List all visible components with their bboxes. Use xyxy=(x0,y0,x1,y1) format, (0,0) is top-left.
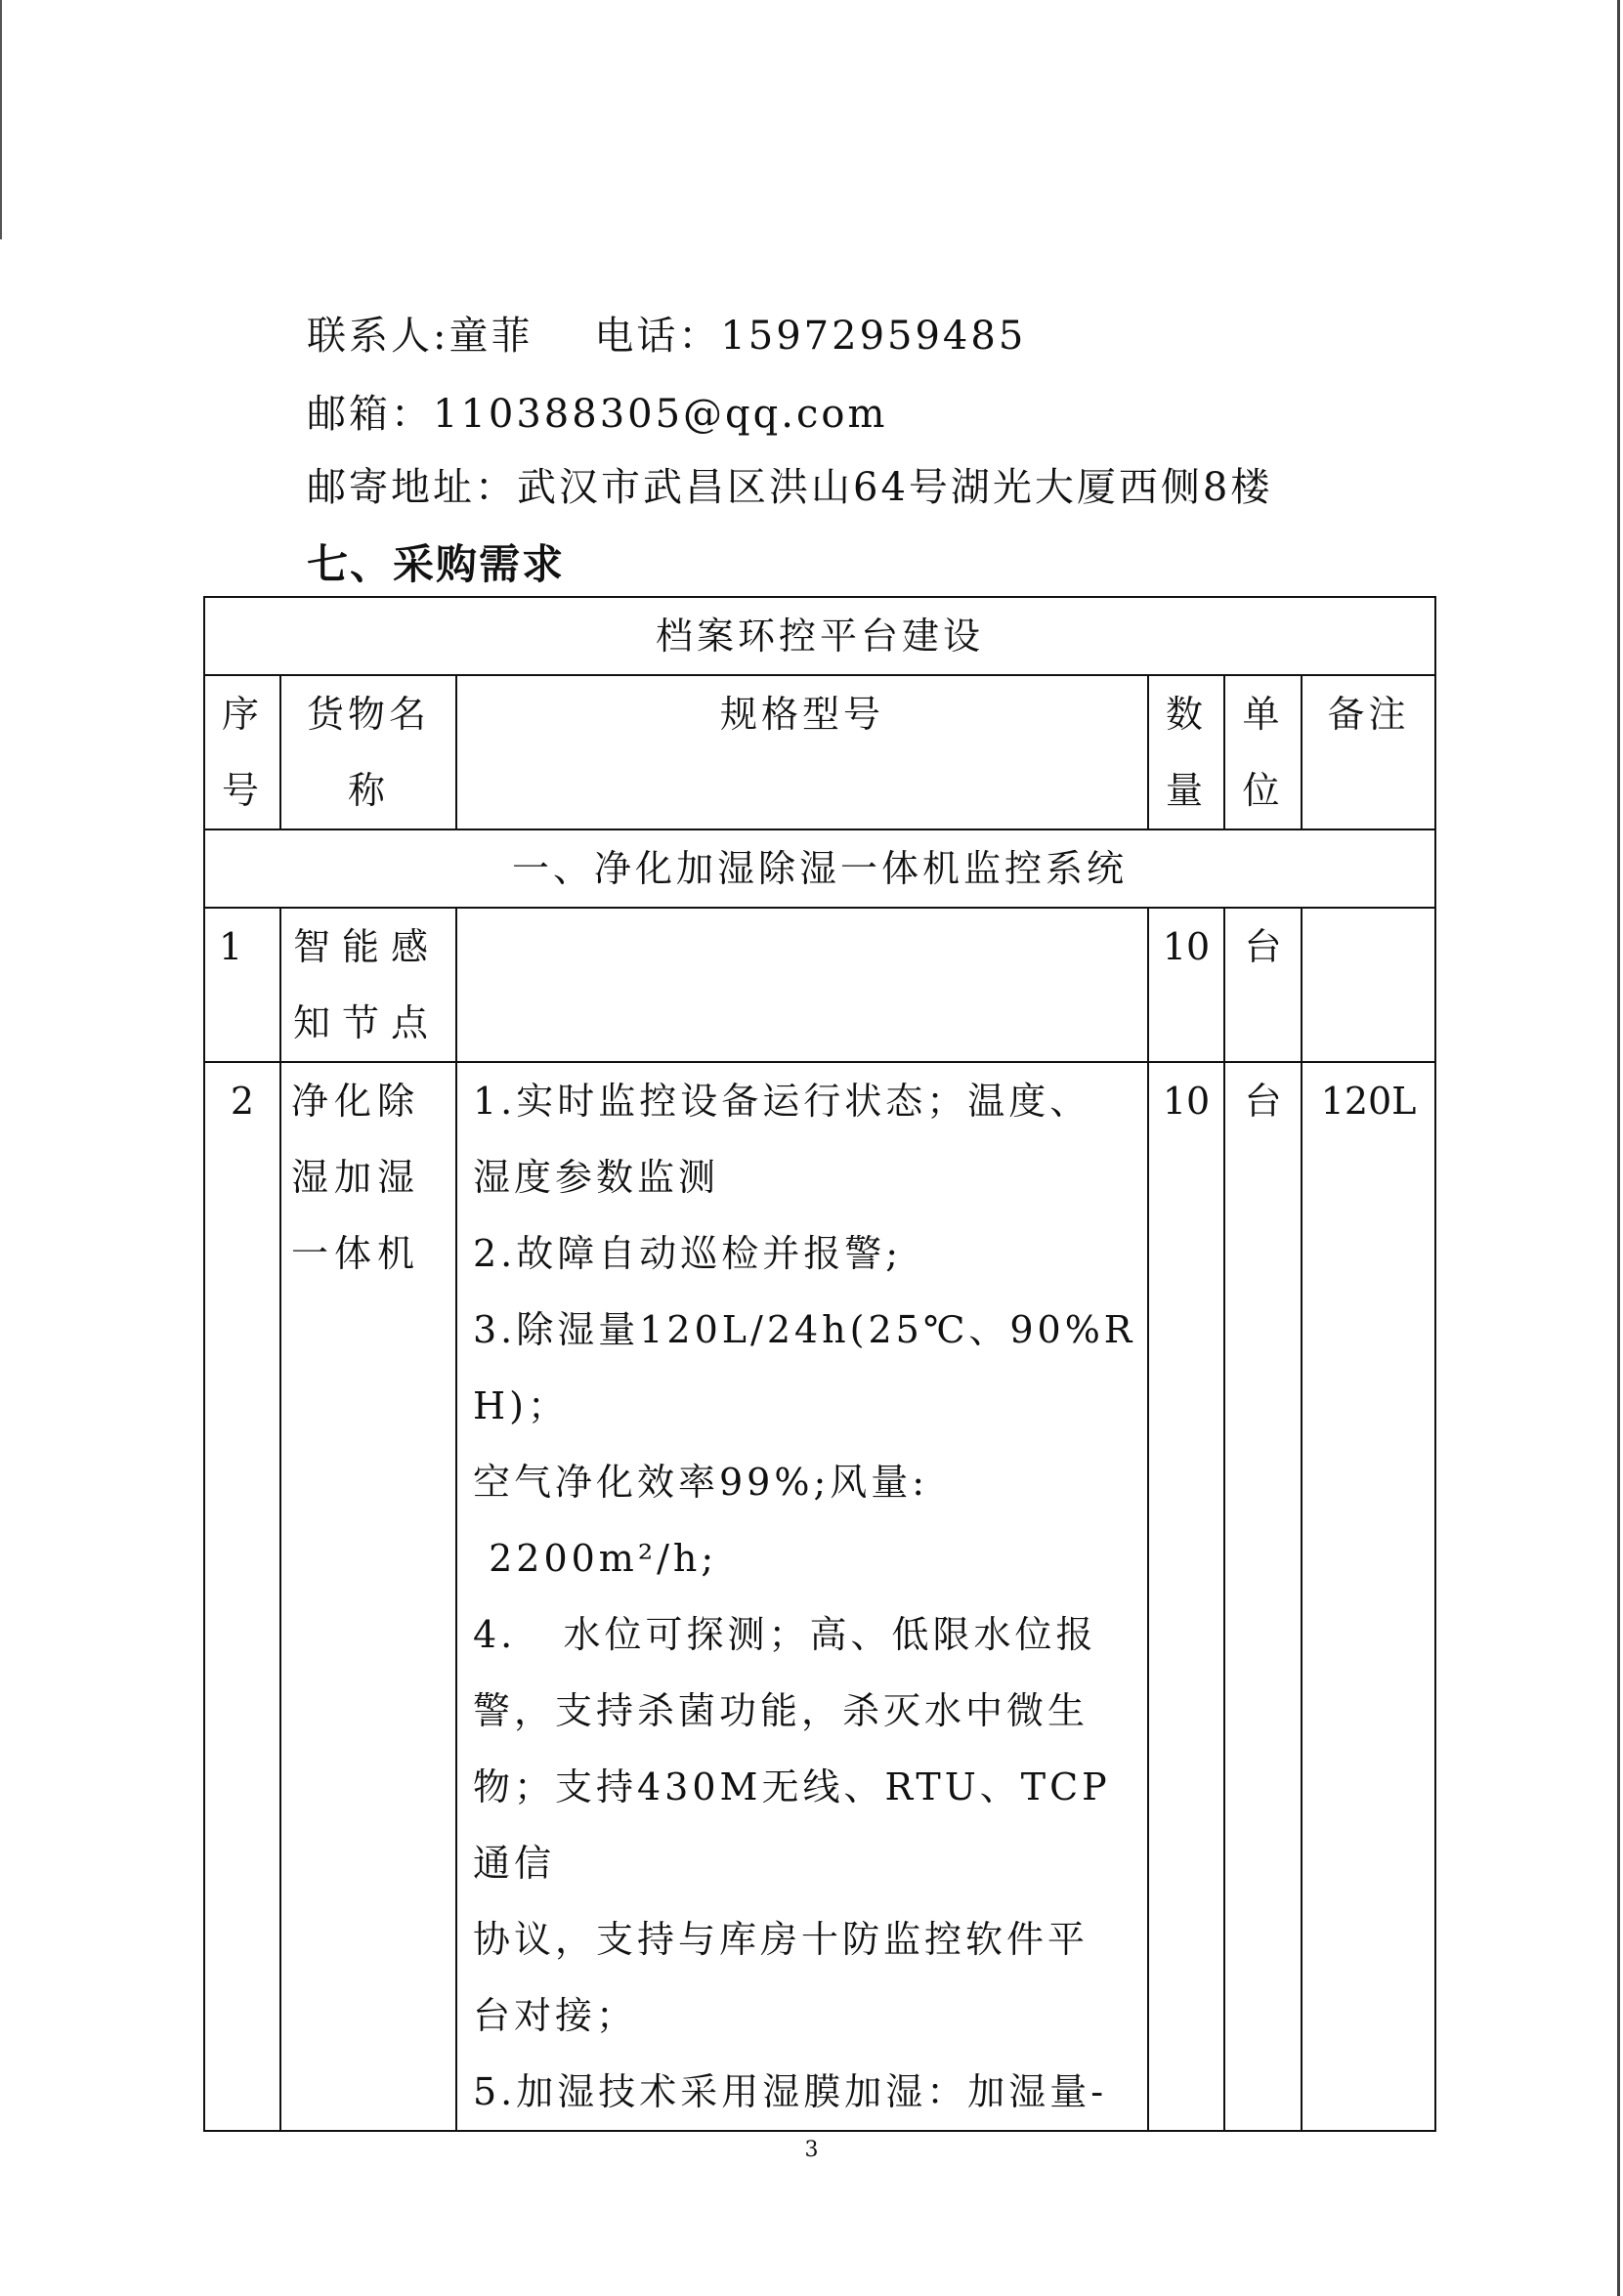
row-spec xyxy=(456,1062,1148,2131)
page-number: 3 xyxy=(804,2138,819,2162)
row-name: 净化除 湿加湿 一体机 xyxy=(280,1062,456,2131)
row-remark: 120L xyxy=(1302,1062,1435,2131)
contact-line-address: 邮寄地址：武汉市武昌区洪山64号湖光大厦西侧8楼 xyxy=(307,465,1273,510)
spec-line: 台对接； xyxy=(473,1994,638,2037)
table-header-row xyxy=(204,675,1435,829)
header-remark: 备注 xyxy=(1302,675,1435,829)
row-remark xyxy=(1302,908,1435,1062)
spec-line: 4. 水位可探测；高、低限水位报 xyxy=(473,1613,1097,1656)
spec-line: 1.实时监控设备运行状态；温度、 xyxy=(473,1080,1091,1123)
group-title: 一、净化加湿除湿一体机监控系统 xyxy=(204,829,1435,908)
spec-line: 物；支持430M无线、RTU、TCP通信 xyxy=(473,1765,1111,1885)
table-row xyxy=(204,908,1435,1062)
section-heading: 七、采购需求 xyxy=(307,540,566,588)
row-spec xyxy=(456,908,1148,1062)
table-title: 档案环控平台建设 xyxy=(204,597,1435,675)
spec-line: 2200m²/h; xyxy=(473,1537,718,1580)
contact-line-person-phone: 联系人:童菲 电话：15972959485 xyxy=(307,314,1027,359)
row-unit: 台 xyxy=(1224,1062,1302,2131)
procurement-table xyxy=(203,596,1436,2132)
spec-line: 湿度参数监测 xyxy=(473,1156,720,1199)
header-spec: 规格型号 xyxy=(456,675,1148,829)
row-unit: 台 xyxy=(1224,908,1302,1062)
row-name: 智能感 知节点 xyxy=(280,908,456,1062)
spec-line: 3.除湿量120L/24h(25℃、90%RH)； xyxy=(473,1308,1136,1427)
header-unit: 单 位 xyxy=(1224,675,1302,829)
row-seq: 2 xyxy=(204,1062,280,2131)
row-qty: 10 xyxy=(1148,1062,1224,2131)
header-qty: 数 量 xyxy=(1148,675,1224,829)
table-row xyxy=(204,1062,1435,2131)
spec-line: 空气净化效率99%;风量: xyxy=(473,1461,929,1504)
spec-line: 警，支持杀菌功能，杀灭水中微生 xyxy=(473,1689,1089,1732)
header-name: 货物名 称 xyxy=(280,675,456,829)
spec-line: 2.故障自动巡检并报警; xyxy=(473,1232,903,1275)
header-seq: 序 号 xyxy=(204,675,280,829)
row-qty: 10 xyxy=(1148,908,1224,1062)
spec-line: 协议，支持与库房十防监控软件平 xyxy=(473,1918,1089,1961)
scan-edge-right xyxy=(1617,0,1620,2296)
contact-line-email: 邮箱：110388305@qq.com xyxy=(307,392,888,437)
scan-edge-left xyxy=(0,0,2,239)
row-seq: 1 xyxy=(204,908,280,1062)
spec-line: 5.加湿技术采用湿膜加湿：加湿量- xyxy=(473,2070,1108,2113)
